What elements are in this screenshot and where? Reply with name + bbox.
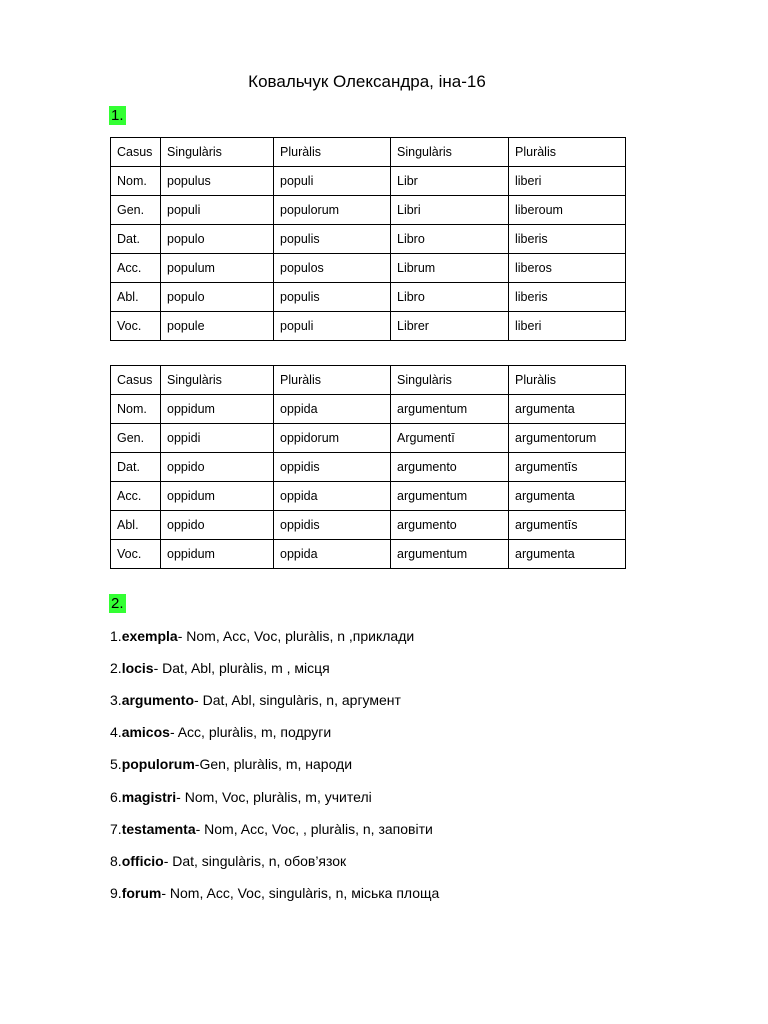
table-cell: populis: [274, 283, 391, 312]
item-number: 5.: [110, 756, 122, 772]
table-cell: Librer: [391, 312, 509, 341]
table-cell: populus: [161, 167, 274, 196]
list-item: [110, 690, 401, 710]
header-cell: Pluràlis: [274, 366, 391, 395]
table-cell: popule: [161, 312, 274, 341]
table-row: [111, 395, 626, 424]
table-cell: populos: [274, 254, 391, 283]
item-word: officio: [121, 853, 164, 869]
list-item: [110, 883, 439, 903]
list-item: [110, 787, 372, 807]
table-cell: liberos: [509, 254, 626, 283]
table-cell: oppidum: [161, 395, 274, 424]
table-cell: oppido: [161, 511, 274, 540]
page-title: Ковальчук Олександра, іна-16: [248, 72, 486, 91]
list-item: [110, 851, 346, 871]
table-cell: liberi: [509, 167, 626, 196]
table-cell: populum: [161, 254, 274, 283]
table-cell: liberis: [509, 283, 626, 312]
table-row: [111, 312, 626, 341]
item-word: testamenta: [121, 821, 196, 837]
table-cell: populis: [274, 225, 391, 254]
table-cell: oppidorum: [274, 424, 391, 453]
table-row: [111, 225, 626, 254]
list-item: [110, 626, 414, 646]
table-cell: argumenta: [509, 395, 626, 424]
table-cell: populorum: [274, 196, 391, 225]
table-cell: argumento: [391, 511, 509, 540]
table-cell: populi: [274, 312, 391, 341]
item-analysis: - Nom, Acc, Voc, , pluràlis, n, заповіти: [195, 821, 433, 837]
item-analysis: - Nom, Acc, Voc, singulàris, n, міська площа: [161, 885, 440, 901]
item-number: 6.: [110, 789, 122, 805]
item-word: amicos: [121, 724, 170, 740]
case-cell: Abl.: [111, 283, 161, 312]
table-row: [111, 196, 626, 225]
table-cell: argumenta: [509, 482, 626, 511]
table-cell: argumentīs: [509, 453, 626, 482]
item-analysis: - Dat, Abl, pluràlis, m , місця: [153, 660, 330, 676]
table-cell: argumento: [391, 453, 509, 482]
table-cell: oppidum: [161, 540, 274, 569]
item-word: exempla: [121, 628, 178, 644]
table-cell: Libro: [391, 225, 509, 254]
table-cell: argumenta: [509, 540, 626, 569]
header-cell: Singulàris: [161, 366, 274, 395]
table-row: [111, 482, 626, 511]
table-cell: liberis: [509, 225, 626, 254]
list-item: [110, 754, 352, 774]
case-cell: Abl.: [111, 511, 161, 540]
item-number: 4.: [110, 724, 122, 740]
item-word: argumento: [121, 692, 195, 708]
case-cell: Dat.: [111, 225, 161, 254]
header-cell: Casus: [111, 138, 161, 167]
item-word: populorum: [121, 756, 195, 772]
section-marker-2: 2.: [111, 595, 124, 612]
item-number: 1.: [110, 628, 122, 644]
table-cell: Librum: [391, 254, 509, 283]
item-analysis: - Dat, Abl, singulàris, n, аргумент: [194, 692, 401, 708]
item-number: 3.: [110, 692, 122, 708]
item-analysis: - Acc, pluràlis, m, подруги: [169, 724, 332, 740]
table-cell: oppida: [274, 540, 391, 569]
table-row: [111, 254, 626, 283]
list-item: [110, 658, 330, 678]
item-word: locis: [121, 660, 154, 676]
item-analysis: -Gen, pluràlis, m, народи: [194, 756, 353, 772]
table-cell: Libr: [391, 167, 509, 196]
table-cell: populi: [274, 167, 391, 196]
item-word: forum: [121, 885, 162, 901]
table-row: [111, 283, 626, 312]
table-header-row: [111, 366, 626, 395]
table-cell: populi: [161, 196, 274, 225]
list-item: [110, 722, 331, 742]
table-cell: Libri: [391, 196, 509, 225]
item-analysis: - Nom, Voc, pluràlis, m, учителі: [176, 789, 372, 805]
header-cell: Singulàris: [161, 138, 274, 167]
table-row: [111, 167, 626, 196]
item-number: 7.: [110, 821, 122, 837]
case-cell: Acc.: [111, 482, 161, 511]
section-marker-1: 1.: [111, 107, 124, 124]
header-cell: Pluràlis: [509, 138, 626, 167]
table-cell: argumentīs: [509, 511, 626, 540]
item-analysis: - Nom, Acc, Voc, pluràlis, n ,приклади: [177, 628, 415, 644]
header-cell: Singulàris: [391, 366, 509, 395]
item-word: magistri: [121, 789, 177, 805]
case-cell: Voc.: [111, 540, 161, 569]
table-cell: argumentum: [391, 482, 509, 511]
table-header-row: [111, 138, 626, 167]
header-cell: Pluràlis: [509, 366, 626, 395]
item-analysis: - Dat, singulàris, n, обов’язок: [163, 853, 347, 869]
item-number: 8.: [110, 853, 122, 869]
declension-table-1: [110, 137, 626, 341]
declension-table-2: [110, 365, 626, 569]
table-cell: oppida: [274, 482, 391, 511]
table-cell: argumentum: [391, 540, 509, 569]
table-cell: Argumentī: [391, 424, 509, 453]
table-cell: argumentum: [391, 395, 509, 424]
table-cell: oppidum: [161, 482, 274, 511]
case-cell: Dat.: [111, 453, 161, 482]
table-cell: Libro: [391, 283, 509, 312]
item-number: 9.: [110, 885, 122, 901]
table-cell: liberi: [509, 312, 626, 341]
header-cell: Pluràlis: [274, 138, 391, 167]
case-cell: Voc.: [111, 312, 161, 341]
case-cell: Acc.: [111, 254, 161, 283]
table-cell: oppidis: [274, 511, 391, 540]
table-row: [111, 424, 626, 453]
list-item: [110, 819, 433, 839]
table-cell: oppido: [161, 453, 274, 482]
case-cell: Gen.: [111, 424, 161, 453]
item-number: 2.: [110, 660, 122, 676]
table-row: [111, 540, 626, 569]
table-row: [111, 453, 626, 482]
case-cell: Nom.: [111, 167, 161, 196]
table-row: [111, 511, 626, 540]
table-cell: oppida: [274, 395, 391, 424]
table-cell: oppidi: [161, 424, 274, 453]
table-cell: argumentorum: [509, 424, 626, 453]
table-cell: oppidis: [274, 453, 391, 482]
table-cell: populo: [161, 225, 274, 254]
header-cell: Casus: [111, 366, 161, 395]
table-cell: liberoum: [509, 196, 626, 225]
table-cell: populo: [161, 283, 274, 312]
case-cell: Nom.: [111, 395, 161, 424]
header-cell: Singulàris: [391, 138, 509, 167]
case-cell: Gen.: [111, 196, 161, 225]
